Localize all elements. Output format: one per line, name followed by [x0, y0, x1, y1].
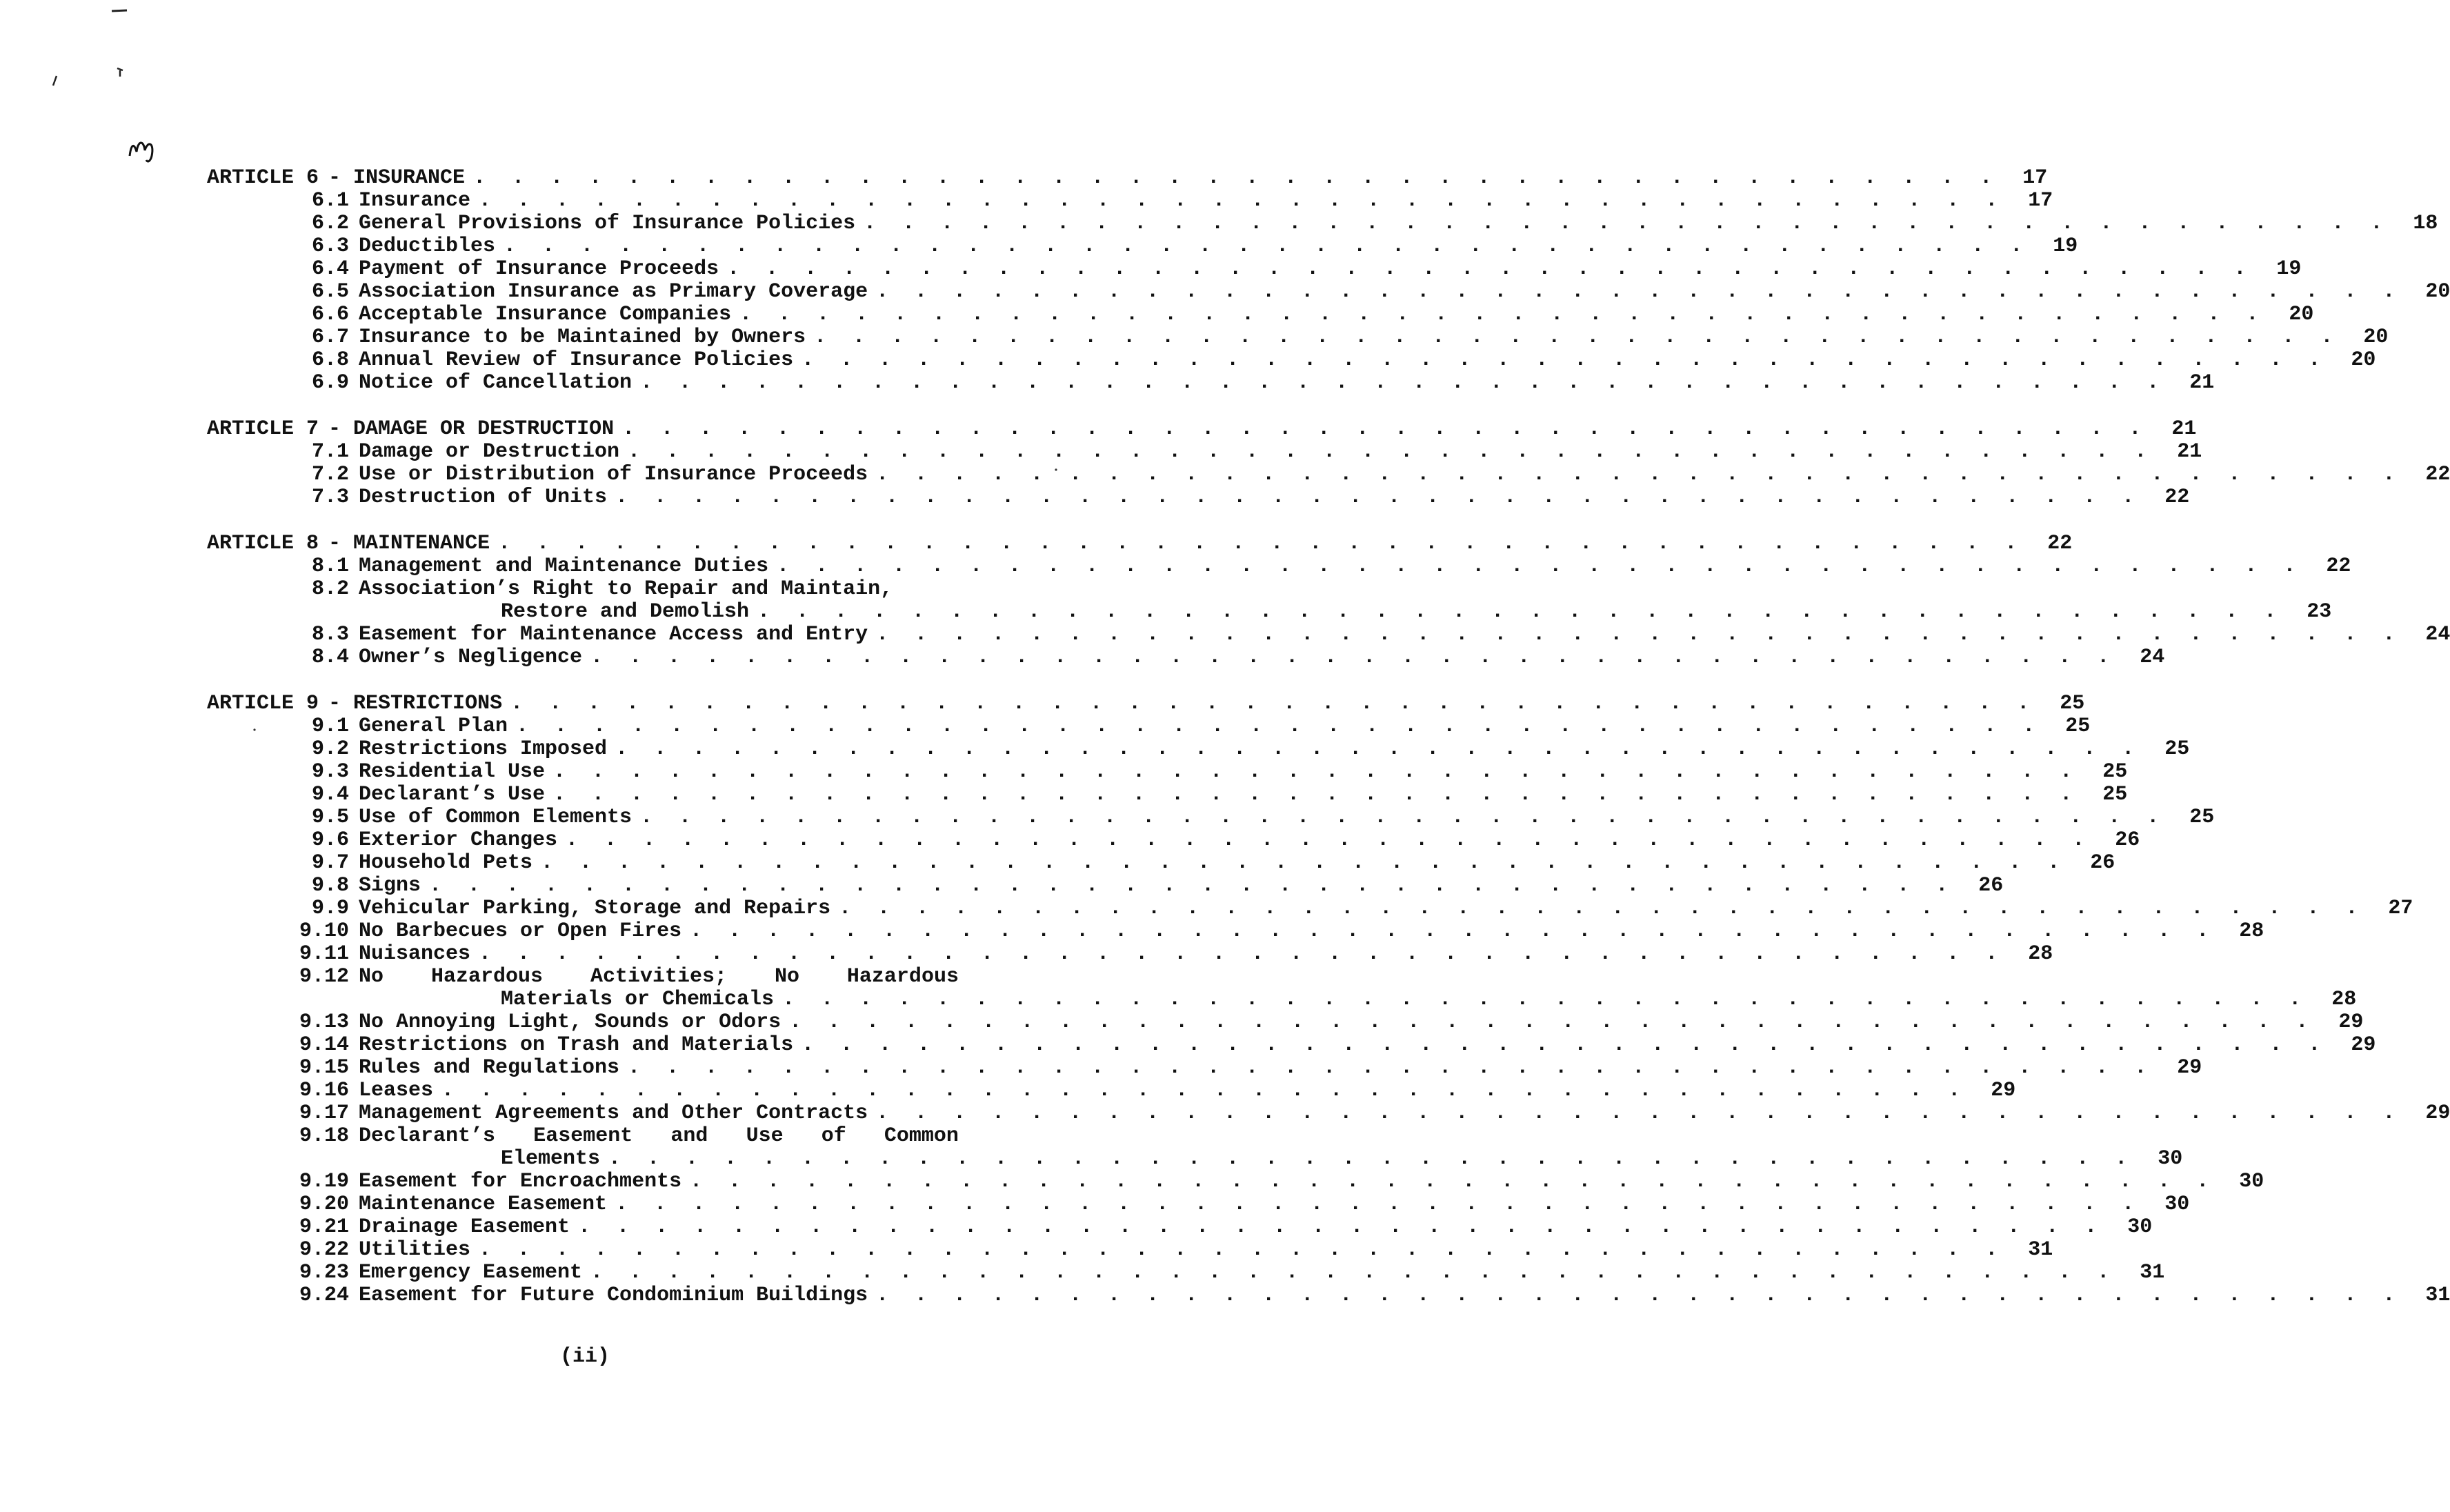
dot-leader: . . . . . . . . . . . . . . . . . . . . . . . . . . . . . . . . . . . . . . . .	[479, 189, 2005, 212]
page-reference: 25	[2102, 760, 2128, 784]
page-reference: 28	[2028, 942, 2053, 966]
entry-title: Use or Distribution of Insurance Proceeds	[359, 463, 868, 486]
entry-title: No Barbecues or Open Fires	[359, 919, 682, 943]
entry-title: - INSURANCE	[328, 166, 466, 190]
entry-title: Household Pets	[359, 851, 533, 875]
dot-leader: . . . . . . . . . . . . . . . . . . . . . . . . . . . . . . . . . . . . . . . .	[690, 919, 2216, 943]
section-number: 9.19	[299, 1170, 349, 1193]
page-reference: 25	[2065, 715, 2091, 738]
section-number: 6.7	[311, 326, 349, 349]
toc-entry-row	[207, 623, 2450, 646]
section-number: 6.4	[311, 257, 349, 281]
page-reference: 20	[2289, 303, 2314, 326]
page-reference: 26	[1978, 874, 2004, 897]
page-reference: 26	[2115, 828, 2140, 852]
dot-leader: . . . . . . . . . . . . . . . . . . . . . . . . . . . . . . . . . . . . . . . .	[615, 486, 2142, 509]
toc-entry-row	[207, 1284, 2450, 1307]
dot-leader: . . . . . . . . . . . . . . . . . . . . . . . . . . . . . . . . . . . . . . . .	[615, 1193, 2142, 1216]
entry-title: Declarant’s Use	[359, 783, 546, 806]
page-reference: 30	[2158, 1147, 2183, 1171]
page-reference: 25	[2164, 737, 2190, 761]
toc-entry-row	[207, 303, 2314, 326]
entry-title-wrap	[349, 486, 2141, 509]
toc-entry-row	[207, 715, 2091, 738]
entry-title: Association Insurance as Primary Coverage	[359, 280, 868, 304]
entry-title-wrap	[349, 784, 2079, 806]
page-reference: 24	[2140, 646, 2165, 669]
justified-word: Use	[746, 1124, 784, 1148]
justified-word: of	[821, 1124, 846, 1148]
entry-title: Easement for Future Condominium Buildings	[359, 1284, 868, 1307]
entry-title: Association’s Right to Repair and Maintain,	[359, 577, 893, 601]
page-reference: 25	[2102, 783, 2128, 806]
dot-leader: . . . . . . . . . . . . . . . . . . . . . . . . . . . . . . . . . . . . . . . .	[876, 280, 2402, 304]
page-reference: 31	[2425, 1284, 2450, 1307]
entry-title: Deductibles	[359, 235, 496, 258]
dot-leader: . . . . . . . . . . . . . . . . . . . . . . . . . . . . . . . . . . . . . . . .	[876, 623, 2402, 646]
section-number: 6.1	[311, 189, 349, 212]
entry-title-wrap	[349, 1057, 2153, 1080]
toc-entry-row	[207, 1011, 2364, 1034]
justified-word: and	[670, 1124, 708, 1148]
article-block	[207, 166, 2450, 395]
dot-leader: . . . . . . . . . . . . . . . . . . . . . . . . . . . . . . . . . . . . . . . .	[441, 1079, 1968, 1102]
justified-word: Activities;	[590, 965, 727, 988]
dot-leader: . . . . . . . . . . . . . . . . . . . . . . . . . . . . . . . . . . . . . . . .	[640, 371, 2167, 395]
dot-leader: . . . . . . . . . . . . . . . . . . . . . . . . . . . . . . . . . . . . . . . .	[814, 326, 2340, 349]
toc-entry-row	[207, 1261, 2165, 1284]
entry-title-wrap	[349, 738, 2141, 761]
dot-leader: . . . . . . . . . . . . . . . . . . . . . . . . . . . . . . . . . . . . . . . .	[622, 417, 2149, 441]
section-number: 9.16	[299, 1079, 349, 1102]
page-reference: 19	[2276, 257, 2302, 281]
dot-leader: . . . . . . . . . . . . . . . . . . . . . . . . . . . . . . . . . . . . . . . .	[782, 988, 2309, 1011]
justified-word: Declarant’s	[359, 1124, 496, 1148]
dot-leader: . . . . . . . . . . . . . . . . . . . . . . . . . . . . . . . . . . . . . . . .	[690, 1170, 2216, 1193]
toc-entry-row	[207, 1238, 2053, 1262]
entry-title-wrap	[349, 258, 2253, 281]
page-reference: 25	[2060, 692, 2085, 715]
article-block	[207, 532, 2450, 669]
entry-title-wrap	[349, 235, 2029, 258]
toc-entry-row	[207, 919, 2264, 943]
article-block	[207, 417, 2450, 509]
dot-leader: . . . . . . . . . . . . . . . . . . . . . . . . . . . . . . . . . . . . . . . .	[498, 532, 2024, 555]
section-number: 9.7	[311, 851, 349, 875]
entry-title: Nuisances	[359, 942, 471, 966]
entry-title-wrap	[349, 1284, 2402, 1307]
page-reference: 29	[2351, 1033, 2376, 1057]
dot-leader: . . . . . . . . . . . . . . . . . . . . . . . . . . . . . . . . . . . . . . . .	[541, 851, 2067, 875]
section-number: 6.9	[311, 371, 349, 395]
toc-entry-row	[207, 942, 2053, 966]
section-number: 9.3	[311, 760, 349, 784]
toc-entry-row	[207, 1193, 2190, 1216]
entry-title-wrap	[349, 326, 2340, 349]
entry-title-wrap	[349, 1148, 2134, 1171]
toc-entry-row	[207, 1170, 2264, 1193]
entry-title: Notice of Cancellation	[359, 371, 633, 395]
entry-title: Exterior Changes	[359, 828, 558, 852]
page-reference: 30	[2239, 1170, 2264, 1193]
toc-entry-row	[207, 806, 2215, 829]
entry-title-wrap	[349, 920, 2215, 943]
toc-entry-row	[207, 555, 2351, 578]
entry-title: General Plan	[359, 715, 508, 738]
entry-title-wrap	[349, 988, 2308, 1011]
toc-entry-row	[207, 874, 2004, 897]
toc-entry-row	[207, 851, 2115, 875]
page-reference: 28	[2331, 988, 2357, 1011]
section-number: 9.24	[299, 1284, 349, 1307]
dot-leader: . . . . . . . . . . . . . . . . . . . . . . . . . . . . . . . . . . . . . . . .	[801, 1033, 2328, 1057]
page-reference: 21	[2171, 417, 2197, 441]
entry-title-wrap	[349, 601, 2283, 624]
scan-mark	[114, 66, 126, 80]
justified-word: Common	[884, 1124, 959, 1148]
justified-word: Hazardous	[430, 965, 543, 988]
dot-leader: . . . . . . . . . . . . . . . . . . . . . . . . . . . . . . . . . . . . . . . .	[566, 828, 2092, 852]
toc-entry-row	[207, 578, 1055, 601]
article-heading-row	[207, 692, 2085, 715]
page-reference: 17	[2028, 189, 2053, 212]
toc-entry-row	[207, 1215, 2153, 1239]
scan-mark	[50, 74, 61, 88]
entry-title: General Provisions of Insurance Policies	[359, 212, 856, 235]
page-reference: 24	[2425, 623, 2450, 646]
dot-leader: . . . . . . . . . . . . . . . . . . . . . . . . . . . . . . . . . . . . . . . .	[504, 235, 2030, 258]
toc-entry-row	[207, 828, 2140, 852]
entry-title: Management Agreements and Other Contracts	[359, 1102, 868, 1125]
dot-leader: . . . . . . . . . . . . . . . . . . . . . . . . . . . . . . . . . . . . . . . .	[590, 1261, 2117, 1284]
dot-leader: . . . . . . . . . . . . . . . . . . . . . . . . . . . . . . . . . . . . . . . .	[876, 463, 2402, 486]
entry-title-wrap	[349, 897, 2364, 920]
page-reference: 29	[2425, 1102, 2450, 1125]
section-number: 6.2	[311, 212, 349, 235]
toc-entry-row	[207, 348, 2376, 372]
entry-title: Annual Review of Insurance Policies	[359, 348, 794, 372]
section-number: ARTICLE 9	[207, 692, 319, 715]
toc-entry-row	[207, 280, 2450, 304]
article-heading-row	[207, 166, 2048, 190]
entry-title: Drainage Easement	[359, 1215, 570, 1239]
entry-title: Easement for Encroachments	[359, 1170, 682, 1193]
article-heading-row	[207, 532, 2073, 555]
entry-title: Restore and Demolish	[501, 600, 750, 624]
entry-title: Easement for Maintenance Access and Entry	[359, 623, 868, 646]
article-heading-row	[207, 417, 2197, 441]
dot-leader: . . . . . . . . . . . . . . . . . . . . . . . . . . . . . . . . . . . . . . . .	[839, 897, 2365, 920]
entry-title: Insurance to be Maintained by Owners	[359, 326, 806, 349]
toc-entry-row	[207, 486, 2190, 509]
page-reference: 19	[2053, 235, 2078, 258]
section-number: 9.18	[299, 1124, 349, 1148]
toc-entry-row	[207, 1102, 2450, 1125]
section-number: 9.5	[311, 806, 349, 829]
toc-entry-row	[207, 463, 2450, 486]
page-reference: 27	[2388, 897, 2413, 920]
toc-entry-row	[207, 897, 2413, 920]
entry-title: Leases	[359, 1079, 434, 1102]
section-number: 9.23	[299, 1261, 349, 1284]
dot-leader: . . . . . . . . . . . . . . . . . . . . . . . . . . . . . . . . . . . . . . . .	[757, 600, 2284, 624]
entry-title-wrap	[349, 1193, 2141, 1216]
page-reference: 31	[2028, 1238, 2053, 1262]
dot-leader: . . . . . . . . . . . . . . . . . . . . . . . . . . . . . . . . . . . . . . . .	[473, 166, 2000, 190]
entry-title: - MAINTENANCE	[328, 532, 490, 555]
section-number: 9.10	[299, 919, 349, 943]
section-number: 9.15	[299, 1056, 349, 1080]
entry-title-wrap	[349, 281, 2402, 304]
page-reference: 20	[2363, 326, 2389, 349]
dot-leader: . . . . . . . . . . . . . . . . . . . . . . . . . . . . . . . . . . . . . . . .	[628, 440, 2154, 464]
page-reference: 22	[2164, 486, 2190, 509]
entry-title: - RESTRICTIONS	[328, 692, 503, 715]
entry-title-wrap	[349, 304, 2265, 326]
section-number: 9.22	[299, 1238, 349, 1262]
entry-title: Management and Maintenance Duties	[359, 555, 769, 578]
page-reference: 31	[2140, 1261, 2165, 1284]
entry-title: Utilities	[359, 1238, 471, 1262]
dot-leader: . . . . . . . . . . . . . . . . . . . . . . . . . . . . . . . . . . . . . . . .	[876, 1102, 2402, 1125]
section-number: 6.8	[311, 348, 349, 372]
handwritten-mark	[127, 135, 160, 166]
entry-title: Maintenance Easement	[359, 1193, 608, 1216]
justified-word: Easement	[533, 1124, 633, 1148]
section-number: 9.13	[299, 1011, 349, 1034]
page-reference: 30	[2127, 1215, 2153, 1239]
entry-title-wrap	[349, 1102, 2402, 1125]
section-number: ARTICLE 6	[207, 166, 319, 190]
dot-leader: . . . . . . . . . . . . . . . . . . . . . . . . . . . . . . . . . . . . . . . .	[739, 303, 2266, 326]
toc-entry-row	[207, 966, 1055, 988]
toc-entry-row	[207, 257, 2302, 281]
section-number: 9.9	[311, 897, 349, 920]
entry-title-wrap	[349, 715, 2042, 738]
page-reference: 23	[2307, 600, 2332, 624]
entry-title-wrap	[319, 167, 1999, 190]
toc-continuation-row	[207, 600, 2332, 624]
dot-leader: . . . . . . . . . . . . . . . . . . . . . . . . . . . . . . . . . . . . . . . .	[479, 942, 2005, 966]
toc-entry-row	[207, 646, 2165, 669]
entry-title: Restrictions on Trash and Materials	[359, 1033, 794, 1057]
entry-title	[359, 966, 1007, 988]
entry-title: Acceptable Insurance Companies	[359, 303, 732, 326]
dot-leader: . . . . . . . . . . . . . . . . . . . . . . . . . . . . . . . . . . . . . . . .	[864, 212, 2390, 235]
page-reference: 25	[2189, 806, 2215, 829]
entry-title: Destruction of Units	[359, 486, 608, 509]
section-number: 9.20	[299, 1193, 349, 1216]
section-number: 9.6	[311, 828, 349, 852]
entry-title-wrap	[349, 464, 2402, 486]
page-reference: 22	[2425, 463, 2450, 486]
section-number: 8.3	[311, 623, 349, 646]
toc-entry-row	[207, 212, 2438, 235]
toc-entry-row	[207, 189, 2053, 212]
entry-title: Owner’s Negligence	[359, 646, 583, 669]
entry-title-wrap	[319, 533, 2024, 555]
section-number: 9.11	[299, 942, 349, 966]
dot-leader: . . . . . . . . . . . . . . . . . . . . . . . . . . . . . . . . . . . . . . . .	[578, 1215, 2104, 1239]
section-number: 9.21	[299, 1215, 349, 1239]
toc-entry-row	[207, 1125, 1055, 1148]
page-reference: 21	[2189, 371, 2215, 395]
justified-word: No	[774, 965, 799, 988]
entry-title: Payment of Insurance Proceeds	[359, 257, 719, 281]
page-reference: 18	[2413, 212, 2438, 235]
entry-title-wrap	[349, 761, 2079, 784]
toc-entry-row	[207, 1079, 2016, 1102]
entry-title-wrap	[349, 1011, 2315, 1034]
entry-title: Vehicular Parking, Storage and Repairs	[359, 897, 831, 920]
dot-leader: . . . . . . . . . . . . . . . . . . . . . . . . . . . . . . . . . . . . . . . .	[429, 874, 1955, 897]
entry-title-wrap	[349, 578, 1007, 601]
dot-leader: . . . . . . . . . . . . . . . . . . . . . . . . . . . . . . . . . . . . . . . .	[510, 692, 2037, 715]
page-reference: 22	[2326, 555, 2351, 578]
entry-title-wrap	[349, 190, 2004, 212]
entry-title-wrap	[349, 1239, 2004, 1262]
table-of-contents	[207, 166, 2450, 1331]
page-reference: 29	[2177, 1056, 2202, 1080]
entry-title: Residential Use	[359, 760, 546, 784]
dot-leader: . . . . . . . . . . . . . . . . . . . . . . . . . . . . . . . . . . . . . . . .	[640, 806, 2167, 829]
entry-title-wrap	[349, 555, 2302, 578]
dot-leader: . . . . . . . . . . . . . . . . . . . . . . . . . . . . . . . . . . . . . . . .	[516, 715, 2042, 738]
page-reference: 17	[2022, 166, 2048, 190]
dot-leader: . . . . . . . . . . . . . . . . . . . . . . . . . . . . . . . . . . . . . . . .	[801, 348, 2328, 372]
entry-title-wrap	[349, 646, 2116, 669]
toc-entry-row	[207, 1033, 2376, 1057]
entry-title-wrap	[349, 966, 1007, 988]
entry-title-wrap	[349, 349, 2327, 372]
entry-title: Materials or Chemicals	[501, 988, 775, 1011]
entry-title: Emergency Easement	[359, 1261, 583, 1284]
article-block	[207, 692, 2450, 1307]
dot-leader: . . . . . . . . . . . . . . . . . . . . . . . . . . . . . . . . . . . . . . . .	[553, 783, 2080, 806]
dot-leader: . . . . . . . . . . . . . . . . . . . . . . . . . . . . . . . . . . . . . . . .	[876, 1284, 2402, 1307]
section-number: 9.4	[311, 783, 349, 806]
entry-title-wrap	[349, 806, 2166, 829]
section-number: ARTICLE 7	[207, 417, 319, 441]
section-number: 8.1	[311, 555, 349, 578]
entry-title-wrap	[349, 1262, 2116, 1284]
scan-mark	[110, 7, 131, 14]
section-number: 9.8	[311, 874, 349, 897]
page-number-footer: (ii)	[559, 1345, 610, 1369]
section-number: 8.4	[311, 646, 349, 669]
toc-entry-row	[207, 371, 2215, 395]
toc-entry-row	[207, 440, 2202, 464]
toc-entry-row	[207, 1056, 2202, 1080]
toc-entry-row	[207, 783, 2128, 806]
section-number: 9.1	[311, 715, 349, 738]
dot-leader: . . . . . . . . . . . . . . . . . . . . . . . . . . . . . . . . . . . . . . . .	[553, 760, 2080, 784]
justified-word: Hazardous	[846, 965, 959, 988]
entry-title: Use of Common Elements	[359, 806, 633, 829]
section-number: 7.2	[311, 463, 349, 486]
dot-leader: . . . . . . . . . . . . . . . . . . . . . . . . . . . . . . . . . . . . . . . .	[628, 1056, 2154, 1080]
page-reference: 29	[1991, 1079, 2016, 1102]
entry-title-wrap	[349, 852, 2066, 875]
section-number: 7.3	[311, 486, 349, 509]
page-reference: 30	[2164, 1193, 2190, 1216]
entry-title-wrap	[349, 1034, 2327, 1057]
justified-word: No	[359, 965, 384, 988]
dot-leader: . . . . . . . . . . . . . . . . . . . . . . . . . . . . . . . . . . . . . . . .	[789, 1011, 2315, 1034]
toc-continuation-row	[207, 1147, 2183, 1171]
entry-title-wrap	[349, 1125, 1007, 1148]
section-number: 9.2	[311, 737, 349, 761]
dot-leader: . . . . . . . . . . . . . . . . . . . . . . . . . . . . . . . . . . . . . . . .	[608, 1147, 2135, 1171]
page-reference: 29	[2338, 1011, 2364, 1034]
entry-title: Insurance	[359, 189, 471, 212]
entry-title: No Annoying Light, Sounds or Odors	[359, 1011, 781, 1034]
entry-title: Rules and Regulations	[359, 1056, 620, 1080]
toc-entry-row	[207, 737, 2190, 761]
section-number: 9.17	[299, 1102, 349, 1125]
section-number: 8.2	[311, 577, 349, 601]
entry-title-wrap	[349, 1216, 2104, 1239]
section-number: 7.1	[311, 440, 349, 464]
entry-title-wrap	[349, 1080, 1967, 1102]
page-reference: 21	[2177, 440, 2202, 464]
section-number: ARTICLE 8	[207, 532, 319, 555]
entry-title-wrap	[349, 372, 2166, 395]
entry-title-wrap	[349, 212, 2389, 235]
page-reference: 26	[2090, 851, 2115, 875]
entry-title-wrap	[349, 624, 2402, 646]
section-number: 9.14	[299, 1033, 349, 1057]
dot-leader: . . . . . . . . . . . . . . . . . . . . . . . . . . . . . . . . . . . . . . . .	[479, 1238, 2005, 1262]
page-reference: 20	[2351, 348, 2376, 372]
page-reference: 22	[2047, 532, 2073, 555]
entry-title: Elements	[501, 1147, 601, 1171]
toc-continuation-row	[207, 988, 2357, 1011]
section-number: 6.5	[311, 280, 349, 304]
entry-title-wrap	[349, 1171, 2215, 1193]
dot-leader: . . . . . . . . . . . . . . . . . . . . . . . . . . . . . . . . . . . . . . . .	[590, 646, 2117, 669]
section-number: 6.3	[311, 235, 349, 258]
page-reference: 28	[2239, 919, 2264, 943]
dot-leader: . . . . . . . . . . . . . . . . . . . . . . . . . . . . . . . . . . . . . . . .	[615, 737, 2142, 761]
dot-leader: . . . . . . . . . . . . . . . . . . . . . . . . . . . . . . . . . . . . . . . .	[777, 555, 2303, 578]
entry-title-wrap	[349, 829, 2091, 852]
entry-title-wrap	[349, 875, 1955, 897]
dot-leader: . . . . . . . . . . . . . . . . . . . . . . . . . . . . . . . . . . . . . . . .	[727, 257, 2253, 281]
toc-entry-row	[207, 326, 2389, 349]
entry-title: Signs	[359, 874, 421, 897]
toc-entry-row	[207, 235, 2078, 258]
entry-title-wrap	[349, 441, 2153, 464]
entry-title	[359, 1125, 1007, 1148]
entry-title: Damage or Destruction	[359, 440, 620, 464]
entry-title-wrap	[349, 943, 2004, 966]
entry-title-wrap	[319, 418, 2148, 441]
section-number: 6.6	[311, 303, 349, 326]
entry-title-wrap	[319, 693, 2036, 715]
page-reference: 20	[2425, 280, 2450, 304]
toc-entry-row	[207, 760, 2128, 784]
section-number: 9.12	[299, 965, 349, 988]
entry-title: Restrictions Imposed	[359, 737, 608, 761]
entry-title: - DAMAGE OR DESTRUCTION	[328, 417, 615, 441]
